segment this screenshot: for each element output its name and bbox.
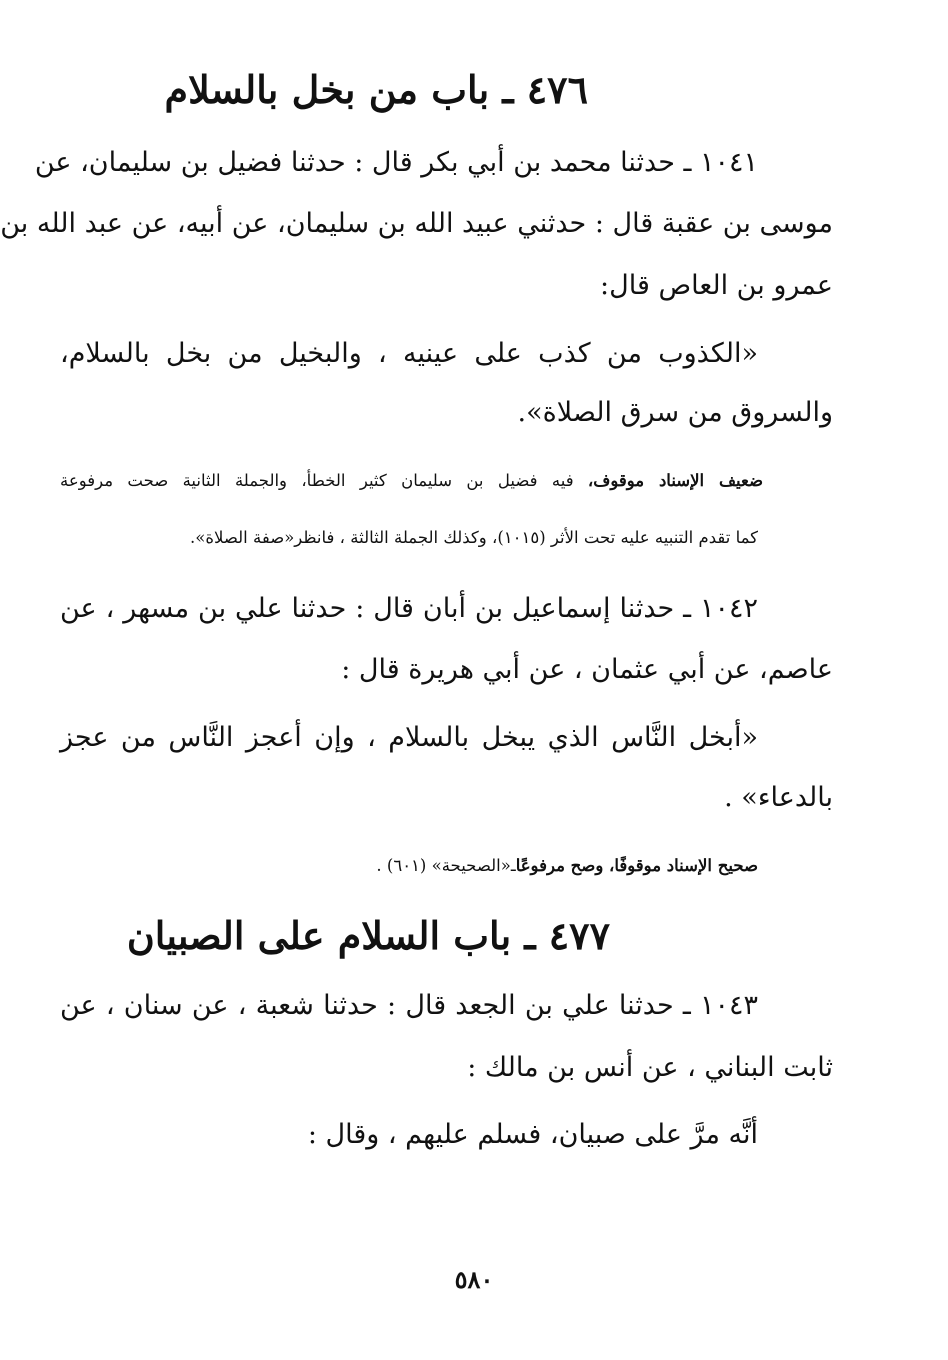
hadith-1041-line-1: ١٠٤١ ـ حدثنا محمد بن أبي بكر قال : حدثنا فضيل بن سليمان، عن <box>34 147 758 178</box>
page-number: ٥٨٠ <box>454 1265 494 1294</box>
hadith-1043-quote-line-1: أنَّه مرَّ على صبيان، فسلم عليهم ، وقال : <box>307 1119 758 1150</box>
grading-note-1041 <box>60 466 763 496</box>
grading-note-1041-line-2: كما تقدم التنبيه عليه تحت الأثر (١٠١٥)، وكذلك الجملة الثالثة ، فانظر«صفة الصلاة». <box>190 528 758 547</box>
hadith-1042-line-1: ١٠٤٢ ـ حدثنا إسماعيل بن أبان قال : حدثنا علي بن مسهر ، عن <box>60 593 758 624</box>
hadith-1041-line-2: موسى بن عقبة قال : حدثني عبيد الله بن سليمان، عن أبيه، عن عبد الله بن <box>0 208 833 239</box>
hadith-1043-line-1: ١٠٤٣ ـ حدثنا علي بن الجعد قال : حدثنا شعبة ، عن سنان ، عن <box>60 990 758 1021</box>
grading-label: ضعيف الإسناد موقوف، <box>587 471 763 490</box>
hadith-1041-line-3: عمرو بن العاص قال: <box>600 270 833 301</box>
grading-text: ـ«الصحيحة» (٦٠١) . <box>376 856 516 875</box>
grading-text: فيه فضيل بن سليمان كثير الخطأ، والجملة الثانية صحت مرفوعة <box>60 471 588 490</box>
grading-label: صحيح الإسناد موقوفًا، وصح مرفوعًا <box>515 856 758 875</box>
chapter-heading-476: ٤٧٦ ـ باب من بخل بالسلام <box>164 67 588 112</box>
hadith-1042-quote-line-1: «أبخل النَّاس الذي يبخل بالسلام ، وإن أعجز النَّاس من عجز <box>60 722 758 753</box>
hadith-1041-quote-line-2: والسروق من سرق الصلاة». <box>517 397 833 428</box>
hadith-1042-quote-line-2: بالدعاء» . <box>724 782 833 813</box>
hadith-1042-line-2: عاصم، عن أبي عثمان ، عن أبي هريرة قال : <box>341 654 833 685</box>
hadith-1041-quote-line-1: «الكذوب من كذب على عينيه ، والبخيل من بخل بالسلام، <box>60 338 758 369</box>
chapter-heading-477: ٤٧٧ ـ باب السلام على الصبيان <box>126 913 610 958</box>
hadith-1043-line-2: ثابت البناني ، عن أنس بن مالك : <box>467 1052 833 1083</box>
grading-note-1042 <box>376 851 758 881</box>
